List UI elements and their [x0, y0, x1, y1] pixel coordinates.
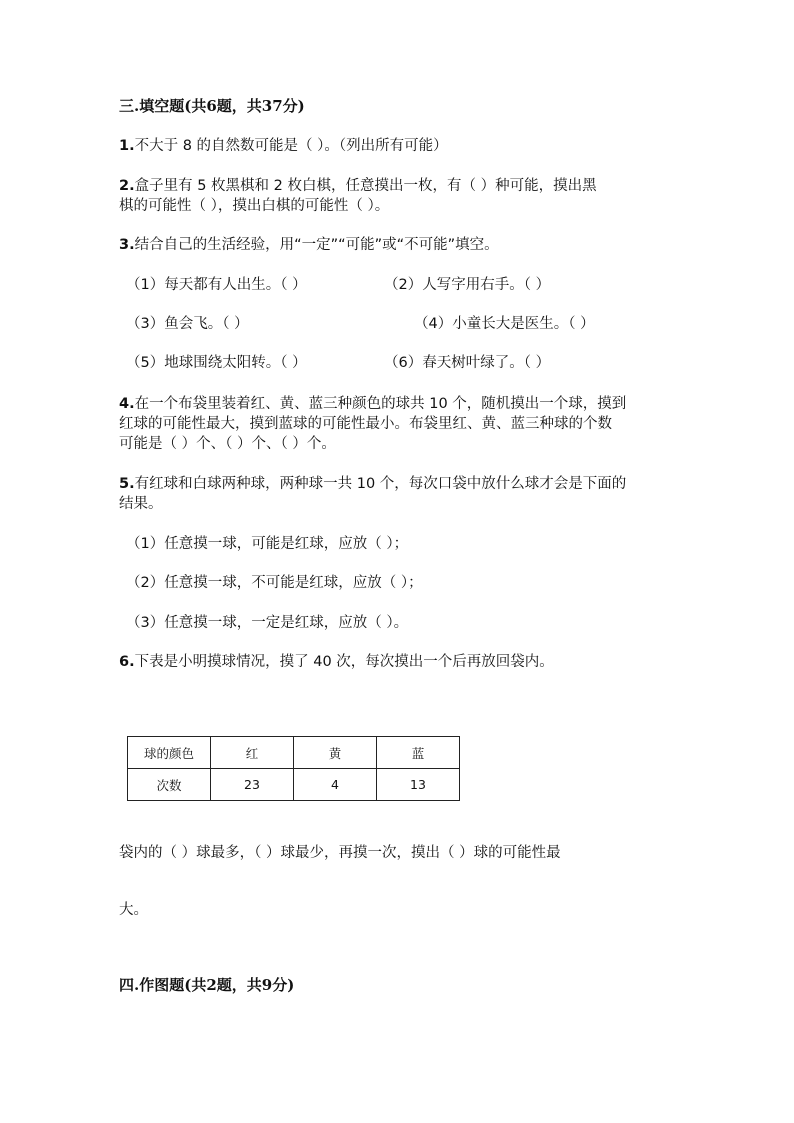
question-3-number: 3.	[119, 237, 135, 253]
question-1	[119, 136, 448, 156]
question-3-item-6: （6）春天树叶绿了。（ ）	[384, 355, 551, 371]
section-4-heading: 四.作图题(共2题，共9分)	[119, 976, 295, 994]
question-2-number: 2.	[119, 178, 135, 194]
question-3-item-3: （3）鱼会飞。（ ）	[126, 316, 249, 332]
table-row	[128, 769, 460, 801]
question-5-number: 5.	[119, 476, 135, 492]
table-header-row	[128, 737, 460, 769]
question-3-item-5: （5）地球围绕太阳转。（ ）	[126, 355, 307, 371]
question-4-line-2: 红球的可能性最大，摸到蓝球的可能性最小。布袋里红、黄、蓝三种球的个数	[119, 416, 612, 432]
question-6-followup-line-2: 大。	[119, 902, 148, 918]
question-4-line-1	[119, 394, 626, 414]
question-5-text-1: 有红球和白球两种球，两种球一共 10 个，每次口袋中放什么球才会是下面的	[134, 476, 627, 492]
table-cell: 次数	[128, 769, 211, 801]
question-3-text: 结合自己的生活经验，用“一定”“可能”或“不可能”填空。	[134, 237, 499, 253]
question-6-followup-line-1: 袋内的（ ）球最多，（ ）球最少，再摸一次，摸出（ ）球的可能性最	[119, 845, 561, 861]
table-header-cell: 红	[211, 737, 294, 769]
question-4-number: 4.	[119, 396, 135, 412]
question-5-item-3: （3）任意摸一球，一定是红球，应放（ ）。	[126, 615, 409, 631]
ball-tally-table	[127, 736, 460, 801]
question-5-item-2: （2）任意摸一球，不可能是红球，应放（ ）；	[126, 575, 423, 591]
question-5-line-1	[119, 474, 626, 494]
table-header-cell: 黄	[294, 737, 377, 769]
question-3-item-4: （4）小童长大是医生。（ ）	[414, 316, 595, 332]
question-3-item-1: （1）每天都有人出生。（ ）	[126, 277, 307, 293]
question-5-item-1: （1）任意摸一球，可能是红球，应放（ ）；	[126, 536, 409, 552]
table-cell: 13	[377, 769, 460, 801]
question-3-item-2: （2）人写字用右手。（ ）	[384, 277, 551, 293]
table-cell: 23	[211, 769, 294, 801]
table-header-cell: 蓝	[377, 737, 460, 769]
table-cell: 4	[294, 769, 377, 801]
question-1-number: 1.	[119, 138, 135, 154]
question-6-text: 下表是小明摸球情况，摸了 40 次，每次摸出一个后再放回袋内。	[134, 654, 554, 670]
section-3-heading: 三.填空题(共6题，共37分)	[119, 97, 305, 115]
question-6	[119, 652, 554, 672]
question-1-text: 不大于 8 的自然数可能是（ ）。（列出所有可能）	[134, 138, 448, 154]
table-header-cell: 球的颜色	[128, 737, 211, 769]
question-4-text-1: 在一个布袋里装着红、黄、蓝三种颜色的球共 10 个，随机摸出一个球，摸到	[134, 396, 627, 412]
question-2-text-1: 盒子里有 5 枚黑棋和 2 枚白棋，任意摸出一枚，有（ ）种可能，摸出黑	[134, 178, 597, 194]
question-5-line-2: 结果。	[119, 496, 163, 512]
question-2-line-2: 棋的可能性（ ），摸出白棋的可能性（ ）。	[119, 198, 390, 214]
question-6-number: 6.	[119, 654, 135, 670]
question-4-line-3: 可能是（ ）个、（ ）个、（ ）个。	[119, 436, 336, 452]
question-2-line-1	[119, 176, 597, 196]
question-3	[119, 235, 499, 255]
